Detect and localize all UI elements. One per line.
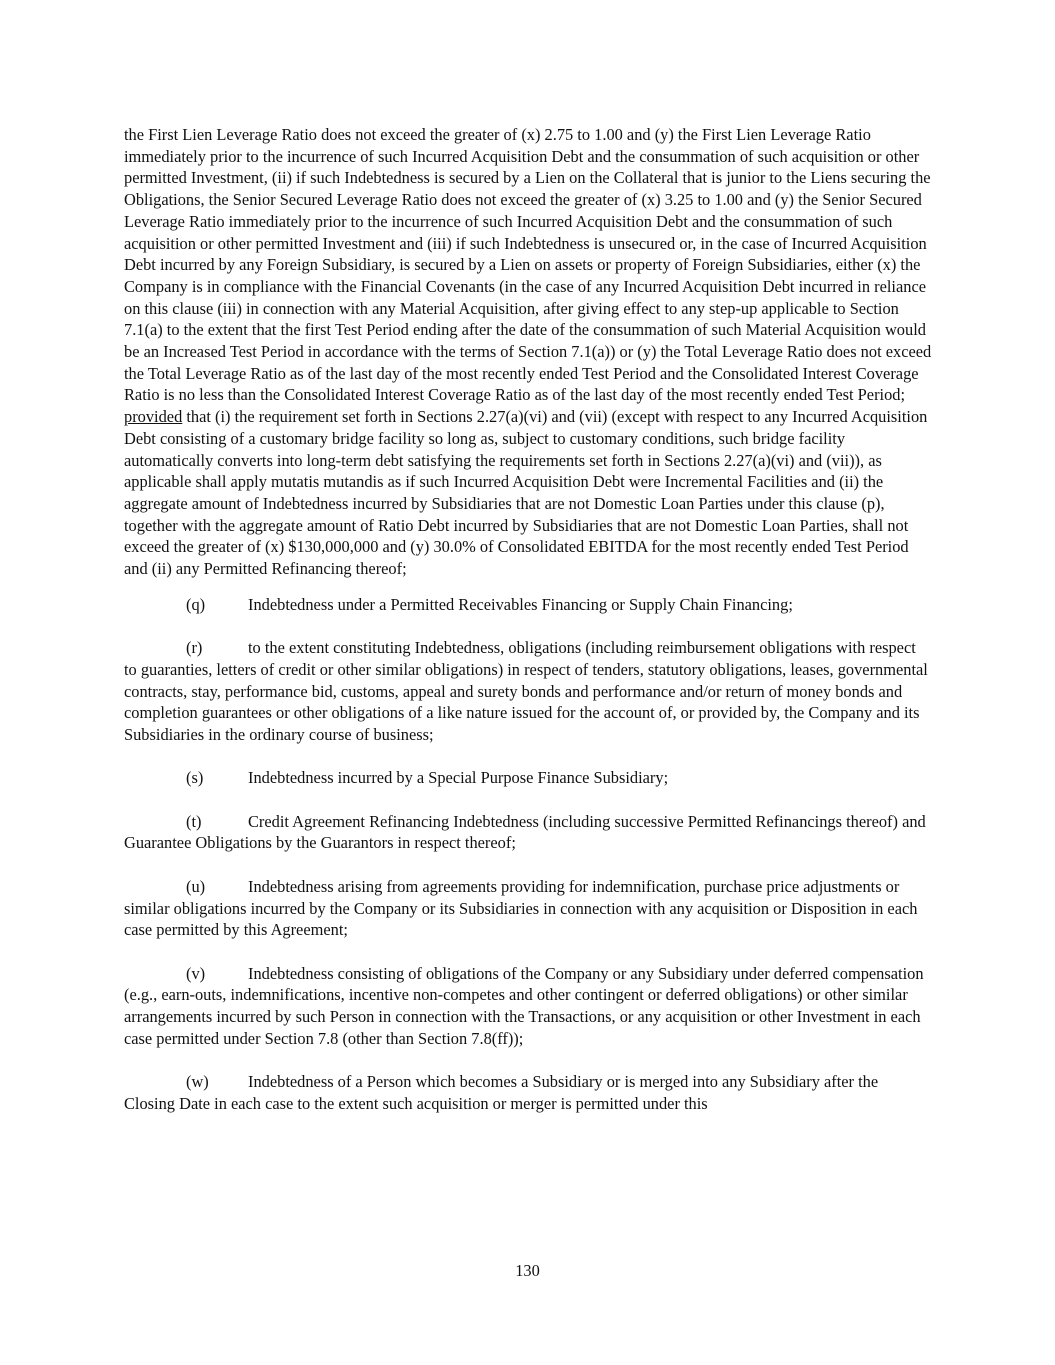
clause-r bbox=[124, 637, 932, 746]
clause-text: Indebtedness arising from agreements providing for indemnification, purchase price adjustments or similar obligations incurred by the Company or its Subsidiaries in connection with any acquisition or Disposition in each case permitted by this Agreement; bbox=[124, 876, 918, 940]
paragraph-continuation bbox=[124, 124, 932, 580]
clause-text: Indebtedness consisting of obligations of the Company or any Subsidiary under deferred compensation (e.g., earn-outs, indemnifications, incentive non-competes and other contingent or deferred obligations) or other similar arrangements incurred by such Person in connection with the Transactions, or any acquisition or other Investment in each case permitted under Section 7.8 (other than Section 7.8(ff)); bbox=[124, 963, 924, 1048]
page-number: 130 bbox=[515, 1261, 540, 1280]
provided-term: provided bbox=[124, 407, 183, 427]
clause-label: (u) bbox=[186, 876, 206, 896]
clause-text: Credit Agreement Refinancing Indebtedness (including successive Permitted Refinancings thereof) and Guarantee Obligations by the Guarantors in respect thereof; bbox=[124, 811, 926, 853]
clause-text: Indebtedness incurred by a Special Purpose Finance Subsidiary; bbox=[248, 768, 669, 788]
clause-label: (t) bbox=[186, 811, 202, 831]
clause-v bbox=[124, 963, 932, 1050]
clause-t bbox=[124, 811, 932, 854]
continuation-text-a: the First Lien Leverage Ratio does not exceed the greater of (x) 2.75 to 1.00 and (y) the First Lien Leverage Ratio immediately prior to the incurrence of such Incurred Acquisition Debt and the consummation of such acquisition or other permitted Investment, (ii) if such Indebtedness is secured by a Lien on the Collateral that is junior to the Liens securing the Obligations, the Senior Secured Leverage Ratio does not exceed the greater of (x) 3.25 to 1.00 and (y) the Senior Secured Leverage Ratio immediately prior to the incurrence of such Incurred Acquisition Debt and the consummation of such acquisition or other permitted Investment and (iii) if such Indebtedness is unsecured or, in the case of Incurred Acquisition Debt incurred by any Foreign Subsidiary, is secured by a Lien on assets or property of Foreign Subsidiaries, either (x) the Company is in compliance with the Financial Covenants (in the case of any Incurred Acquisition Debt incurred in reliance on this clause (iii) in connection with any Material Acquisition, after giving effect to any step-up applicable to Section 7.1(a) to the extent that the first Test Period ending after the date of the consummation of such Material Acquisition would be an Increased Test Period in accordance with the terms of Section 7.1(a)) or (y) the Total Leverage Ratio does not exceed the Total Leverage Ratio as of the last day of the most recently ended Test Period and the Consolidated Interest Coverage Ratio is no less than the Consolidated Interest Coverage Ratio as of the last day of the most recently ended Test Period; bbox=[124, 125, 932, 405]
clause-s bbox=[124, 767, 932, 789]
clause-label: (q) bbox=[186, 594, 206, 614]
clause-text: Indebtedness under a Permitted Receivables Financing or Supply Chain Financing; bbox=[248, 594, 793, 614]
clause-label: (s) bbox=[186, 768, 204, 788]
clause-label: (r) bbox=[186, 638, 203, 658]
clause-text: to the extent constituting Indebtedness, obligations (including reimbursement obligations with respect to guaranties, letters of credit or other similar obligations) in respect of tenders, statutory obligations, leases, governmental contracts, stay, performance bid, customs, appeal and surety bonds and performance and/or return of money bonds and completion guarantees or other obligations of a like nature issued for the account of, or provided by, the Company and its Subsidiaries in the ordinary course of business; bbox=[124, 638, 928, 744]
document-body bbox=[124, 124, 932, 1136]
clause-label: (w) bbox=[186, 1072, 209, 1092]
clause-q bbox=[124, 594, 932, 616]
continuation-text-b: that (i) the requirement set forth in Sections 2.27(a)(vi) and (vii) (except with respect to any Incurred Acquisition Debt consisting of a customary bridge facility so long as, subject to customary conditions, such bridge facility automatically converts into long-term debt satisfying the requirements set forth in Sections 2.27(a)(vi) and (vii)), as applicable shall apply mutatis mutandis as if such Incurred Acquisition Debt were Incremental Facilities and (ii) the aggregate amount of Indebtedness incurred by Subsidiaries that are not Domestic Loan Parties under this clause (p), together with the aggregate amount of Ratio Debt incurred by Subsidiaries that are not Domestic Loan Parties, shall not exceed the greater of (x) $130,000,000 and (y) 30.0% of Consolidated EBITDA for the most recently ended Test Period and (ii) any Permitted Refinancing thereof; bbox=[124, 407, 928, 579]
clause-text: Indebtedness of a Person which becomes a Subsidiary or is merged into any Subsidiary after the Closing Date in each case to the extent such acquisition or merger is permitted under this bbox=[124, 1072, 879, 1113]
clause-w bbox=[124, 1071, 932, 1114]
clause-label: (v) bbox=[186, 963, 206, 983]
clause-u bbox=[124, 876, 932, 941]
